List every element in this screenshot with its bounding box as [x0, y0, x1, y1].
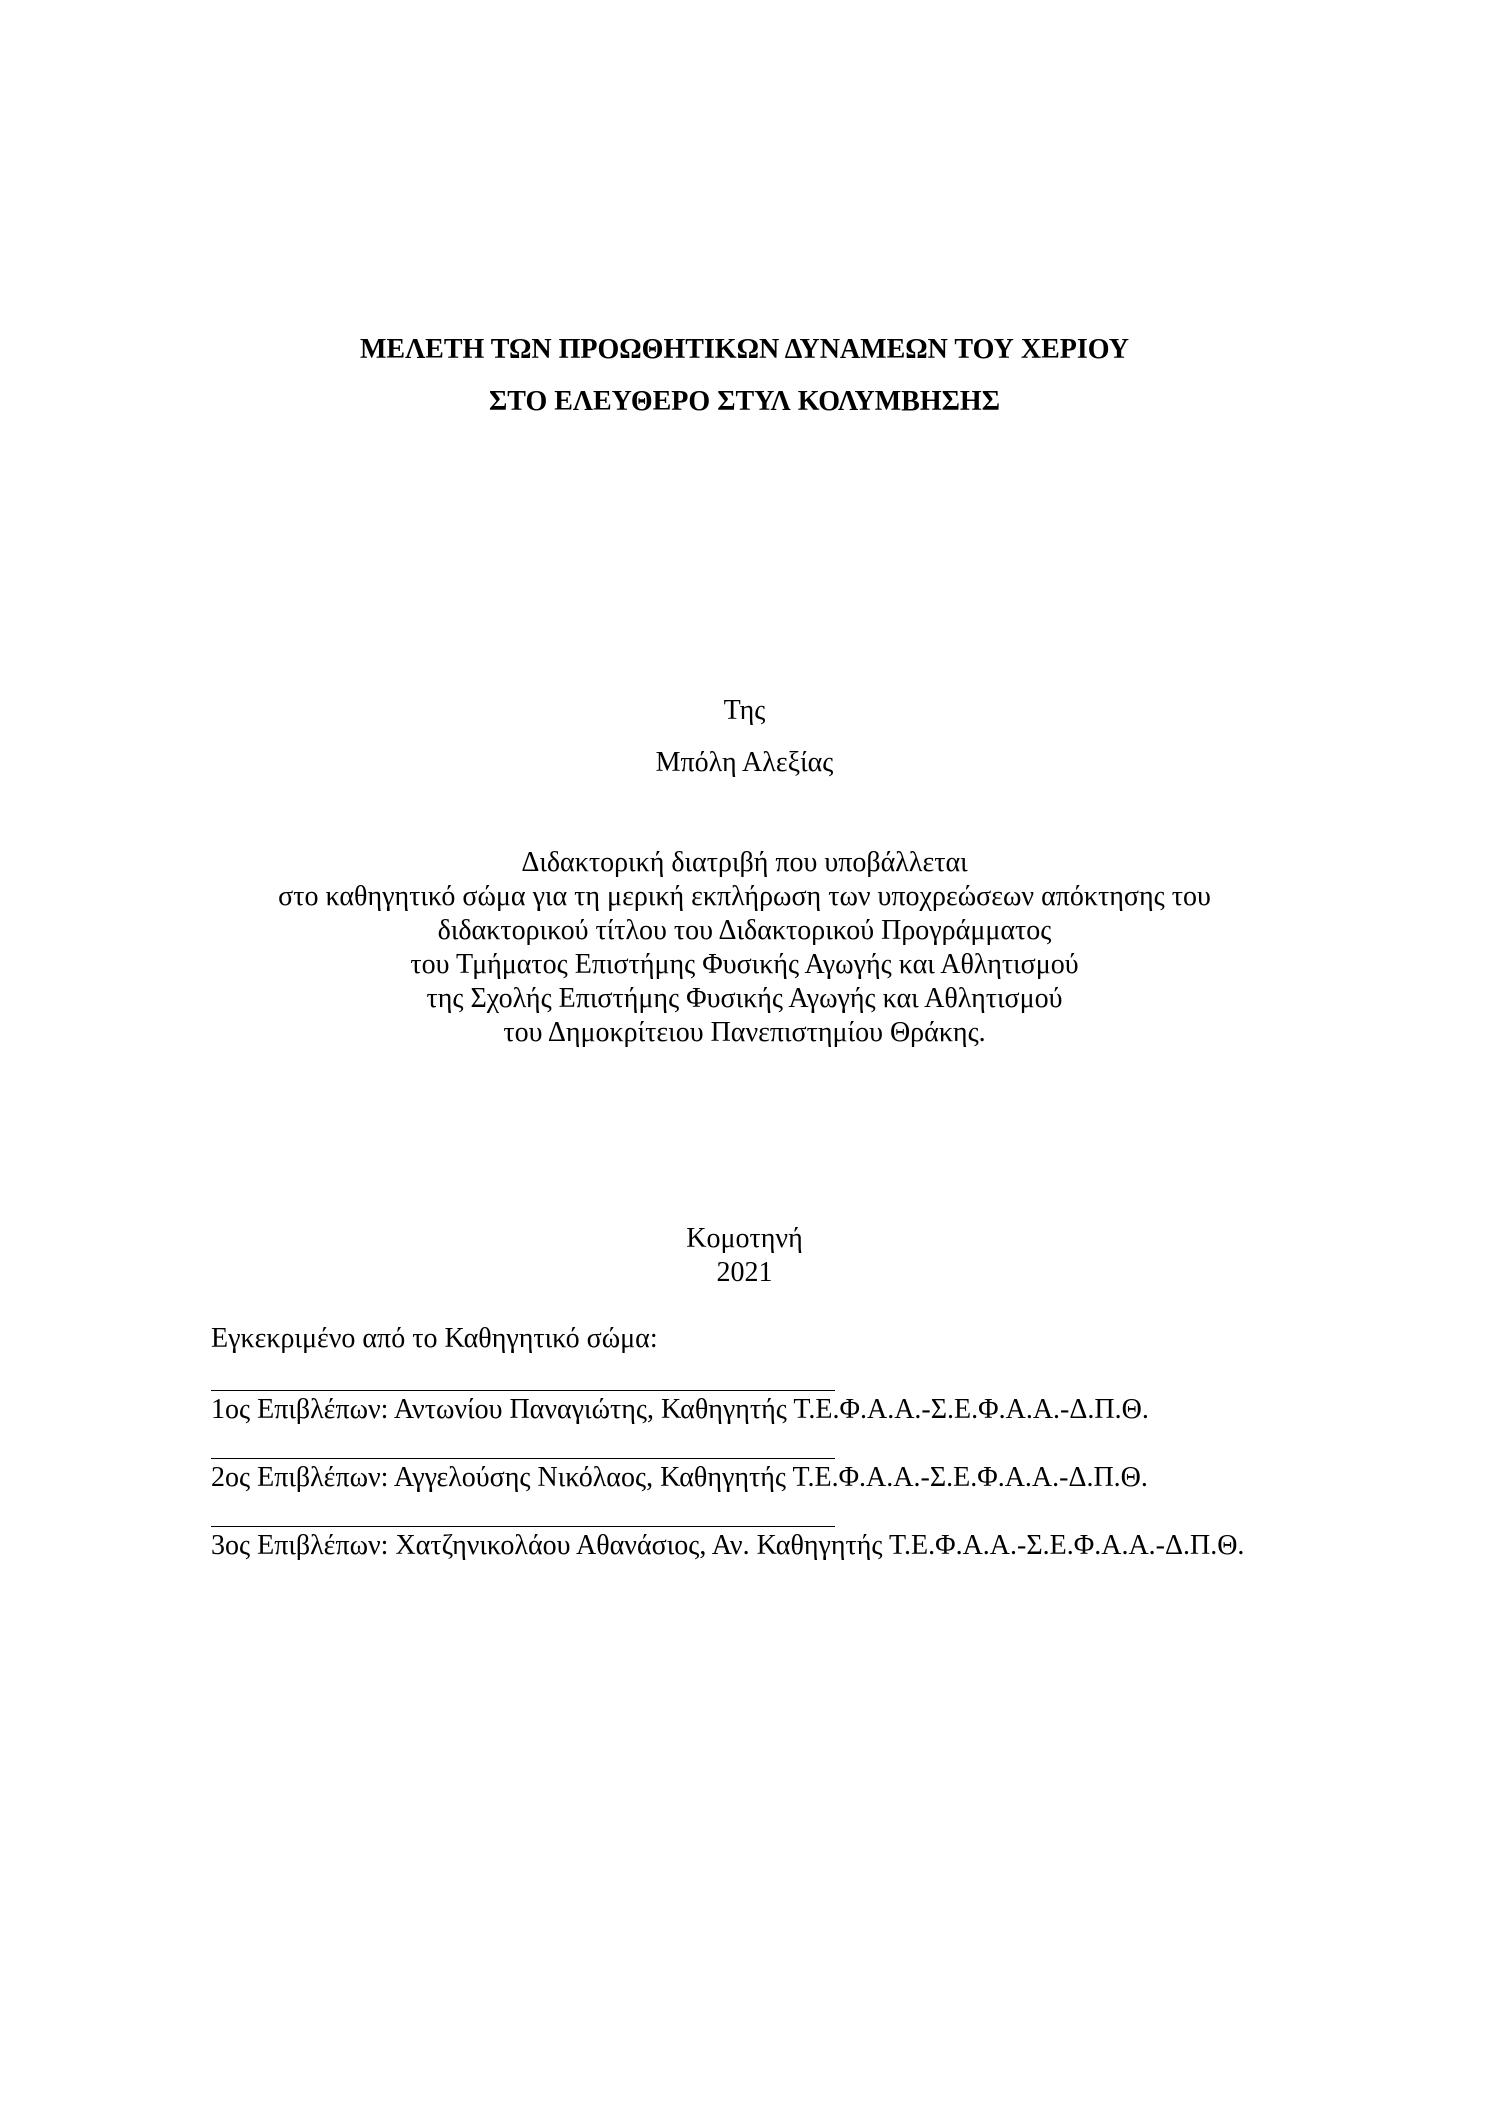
author-block [0, 694, 1489, 798]
description-line: του Δημοκρίτειου Πανεπιστημίου Θράκης. [503, 1017, 986, 1048]
description-line: διδακτορικού τίτλου του Διδακτορικού Προγράμματος [437, 915, 1052, 946]
title-line-2: ΣΤΟ ΕΛΕΥΘΕΡΟ ΣΤΥΛ ΚΟΛΥΜΒΗΣΗΣ [488, 386, 1001, 417]
year: 2021 [716, 1257, 773, 1288]
supervisor-1: 1ος Επιβλέπων: Αντωνίου Παναγιώτης, Καθηγητής Τ.Ε.Φ.Α.Α.-Σ.Ε.Φ.Α.Α.-Δ.Π.Θ. [211, 1394, 1149, 1425]
place-and-year [0, 1222, 1489, 1290]
place: Κομοτηνή [686, 1223, 803, 1254]
signature-line [211, 1390, 835, 1391]
description-line: του Τμήματος Επιστήμης Φυσικής Αγωγής και Αθλητισμού [410, 949, 1079, 980]
signature-line [211, 1526, 835, 1527]
author-prefix: Της [723, 695, 766, 726]
supervisor-3: 3ος Επιβλέπων: Χατζηνικολάου Αθανάσιος, Αν. Καθηγητής Τ.Ε.Φ.Α.Α.-Σ.Ε.Φ.Α.Α.-Δ.Π.Θ. [211, 1530, 1245, 1561]
description-line: Διδακτορική διατριβή που υποβάλλεται [521, 847, 968, 878]
description-line: στο καθηγητικό σώμα για τη μερική εκπλήρωση των υποχρεώσεων απόκτησης του [278, 881, 1211, 912]
thesis-title [0, 333, 1489, 437]
author-name: Μπόλη Αλεξίας [655, 747, 834, 778]
signature-line [211, 1458, 835, 1459]
approval-label: Εγκεκριμένο από το Καθηγητικό σώμα: [211, 1323, 658, 1354]
supervisor-2: 2ος Επιβλέπων: Αγγελούσης Νικόλαος, Καθηγητής Τ.Ε.Φ.Α.Α.-Σ.Ε.Φ.Α.Α.-Δ.Π.Θ. [211, 1462, 1148, 1493]
title-line-1: ΜΕΛΕΤΗ ΤΩΝ ΠΡΟΩΘΗΤΙΚΩΝ ΔΥΝΑΜΕΩΝ ΤΟΥ ΧΕΡΙΟΥ [359, 334, 1130, 365]
thesis-description [0, 846, 1489, 1050]
description-line: της Σχολής Επιστήμης Φυσικής Αγωγής και Αθλητισμού [426, 983, 1063, 1014]
